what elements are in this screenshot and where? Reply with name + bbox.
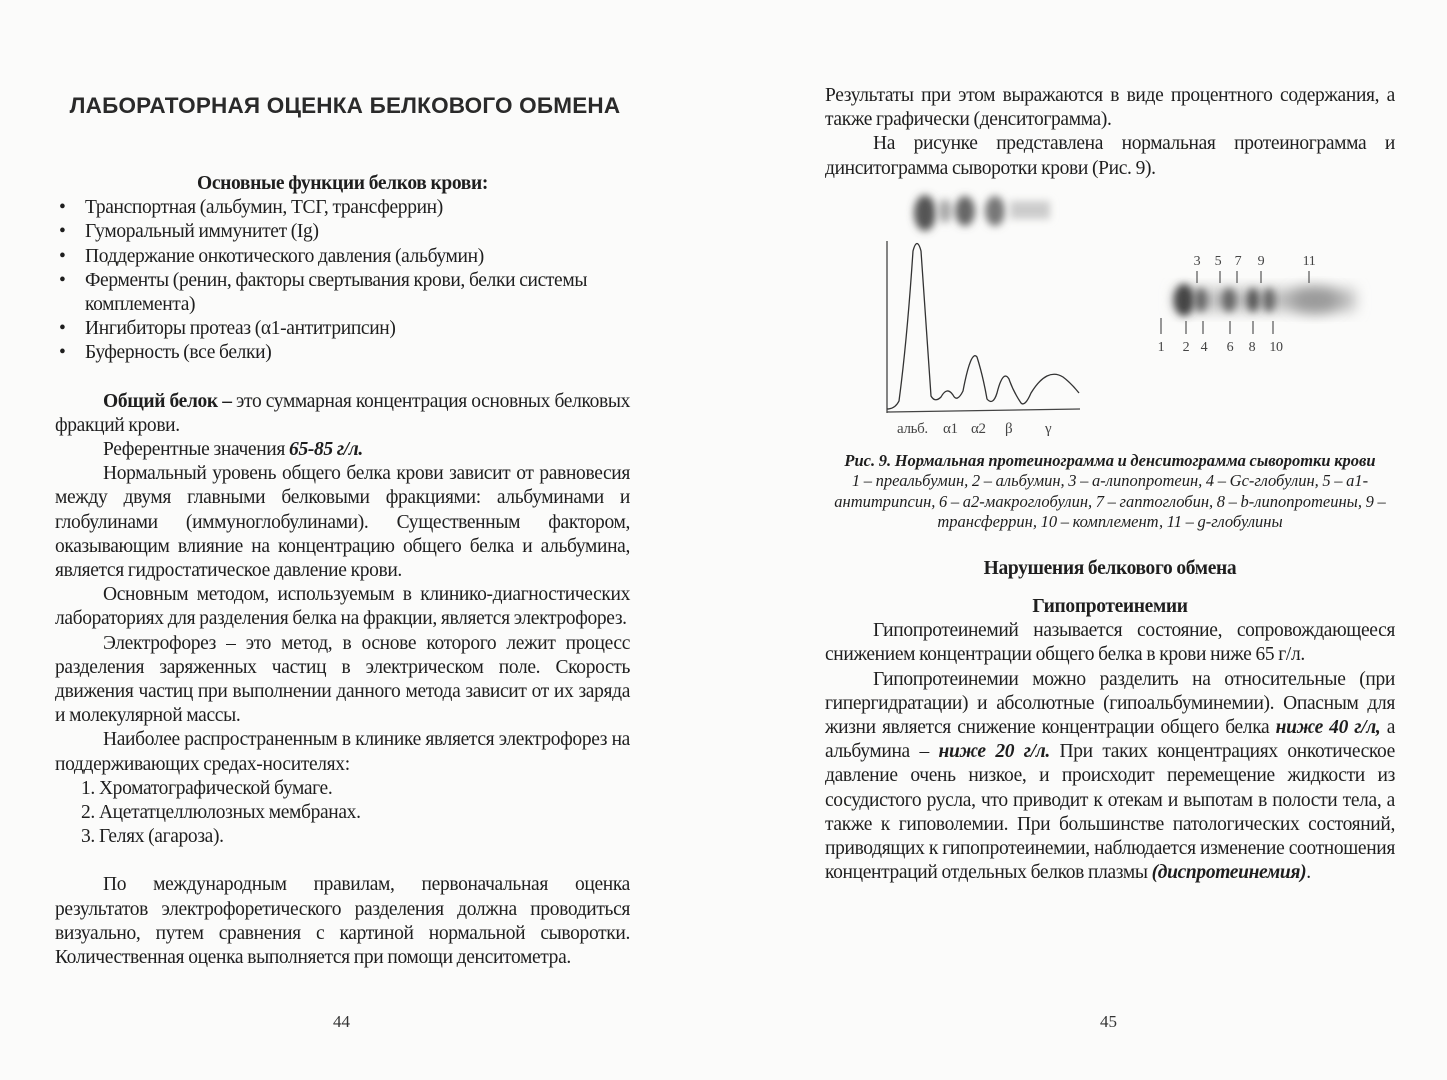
band-number: 7: [1234, 253, 1242, 269]
densitogram-curve: [887, 243, 1079, 409]
paragraph: По международным правилам, первоначальная оценка результатов электрофоретического разделения должна проводиться визуально, путем сравнения с картиной нормальной сыворотки. Количественная оценка выполняется при помощи денситометра.: [55, 874, 630, 969]
paragraph: [825, 668, 1395, 886]
densitogram-figure: [825, 181, 1395, 443]
band-number: 5: [1214, 253, 1222, 269]
x-label: γ: [1045, 420, 1052, 437]
subsection-heading-text: Гипопротеинемии: [1032, 596, 1188, 618]
total-protein-paragraph: [55, 390, 630, 438]
paragraph: Наиболее распространенным в клинике является электрофорез на поддерживающих средах-носителях:: [55, 729, 630, 775]
page-number: 44: [333, 1012, 350, 1031]
list-item: • Буферность (все белки): [55, 341, 630, 365]
paragraph: Основным методом, используемым в клинико-диагностических лабораториях для разделения белка на фракции, является электрофорез.: [55, 584, 630, 630]
reference-value: 65-85 г/л.: [289, 439, 363, 461]
functions-heading-text: Основные функции белков крови:: [197, 173, 488, 194]
x-label: α2: [971, 420, 986, 437]
section-heading: [825, 557, 1395, 581]
text: .: [1306, 862, 1311, 884]
reference-label: Референтные значения: [103, 439, 290, 461]
reference-paragraph: [55, 438, 630, 462]
list-item: 1. Хроматографической бумаге.: [81, 777, 333, 799]
functions-list: [55, 196, 630, 365]
x-label: β: [1005, 420, 1013, 437]
list-item: • Ферменты (ренин, факторы свертывания крови, белки системы комплемента): [55, 269, 630, 317]
band-number: 2: [1182, 339, 1190, 355]
gel-strip-right: [1174, 284, 1355, 316]
chapter-title: ЛАБОРАТОРНАЯ ОЦЕНКА БЕЛКОВОГО ОБМЕНА: [69, 93, 621, 118]
subsection-heading: [825, 595, 1395, 619]
band-number: 3: [1193, 253, 1201, 269]
x-label: α1: [943, 420, 958, 437]
text: При таких концентрациях онкотическое давление очень низкое, и происходит перемещение жидкости из сосудистого русла, что приводит к отекам и выпотам в полости тела, а также к гиповолемии. При большинстве патологических состояний, приводящих к гипопротеинемии, наблюдается изменение соотношения концентраций отдельных белков плазмы: [825, 741, 1395, 884]
right-page-text: [825, 84, 1395, 885]
media-list: [55, 777, 630, 850]
figure-caption: [825, 451, 1395, 533]
list-item: 2. Ацетатцеллюлозных мембранах.: [81, 802, 361, 824]
band-number: 6: [1226, 339, 1234, 355]
paragraph: Гипопротеинемий называется состояние, сопровождающееся снижением концентрации общего белка в крови ниже 65 г/л.: [825, 620, 1395, 666]
text: Гипопротеинемии можно разделить на относительные (при гипергидратации) и абсолютные (гипоальбуминемии). Опасным для жизни является снижение концентрации общего белка: [825, 668, 1395, 739]
caption-title: Рис. 9. Нормальная протеинограмма и денситограмма сыворотки крови: [844, 450, 1376, 470]
figure-proteinogram: [825, 181, 1395, 443]
term: Общий белок –: [103, 390, 232, 412]
caption-legend: 1 – преальбумин, 2 – альбумин, 3 – a-липопротеин, 4 – Gc-глобулин, 5 – a1-антитрипсин, 6 – a2-макроглобулин, 7 – гаптоглобин, 8 – b-липопротеины, 9 – трансферрин, 10 – комплемент, 11 – g-глобулины: [834, 471, 1386, 532]
gel-strip-top: [914, 195, 1050, 231]
band-number: 4: [1200, 339, 1208, 355]
list-item: • Ингибиторы протеаз (α1-антитрипсин): [55, 317, 630, 341]
emphasis: ниже 40 г/л,: [1275, 717, 1381, 739]
emphasis: (диспротеинемия): [1151, 862, 1307, 884]
section-heading-text: Нарушения белкового обмена: [983, 557, 1237, 579]
x-label: альб.: [897, 420, 928, 437]
band-number: 1: [1157, 339, 1165, 355]
functions-heading: [55, 172, 630, 196]
band-number: 11: [1302, 253, 1316, 269]
definition: это суммарная концентрация основных белковых фракций крови.: [55, 390, 631, 436]
band-number: 10: [1269, 339, 1283, 355]
list-item: • Транспортная (альбумин, ТСГ, трансферрин): [55, 196, 630, 220]
paragraph: Результаты при этом выражаются в виде процентного содержания, а также графически (денситограмма).: [825, 85, 1395, 131]
paragraph: На рисунке представлена нормальная протеинограмма и динситограмма сыворотки крови (Рис. 9).: [825, 133, 1395, 179]
band-number: 8: [1248, 339, 1256, 355]
densitogram-chart: [887, 241, 1080, 413]
paragraph: Электрофорез – это метод, в основе которого лежит процесс разделения заряженных частиц в электрическом поле. Скорость движения частиц при выполнении данного метода зависит от их заряда и молекулярной массы.: [55, 632, 630, 727]
list-item: • Гуморальный иммунитет (Ig): [55, 220, 630, 244]
band-number: 9: [1257, 253, 1265, 269]
emphasis: ниже 20 г/л.: [938, 741, 1050, 763]
page-number: 45: [1100, 1012, 1117, 1031]
paragraph: Нормальный уровень общего белка крови зависит от равновесия между двумя главными белковыми фракциями: альбуминами и глобулинами (иммуноглобулинами). Существенным фактором, оказывающим влияние на концентрацию общего белка и альбумина, является гидростатическое давление крови.: [55, 463, 630, 582]
text: а альбумина –: [825, 717, 1395, 763]
list-item: 3. Гелях (агароза).: [81, 826, 224, 848]
list-item: • Поддержание онкотического давления (альбумин): [55, 245, 630, 269]
left-page-text: [55, 172, 630, 970]
